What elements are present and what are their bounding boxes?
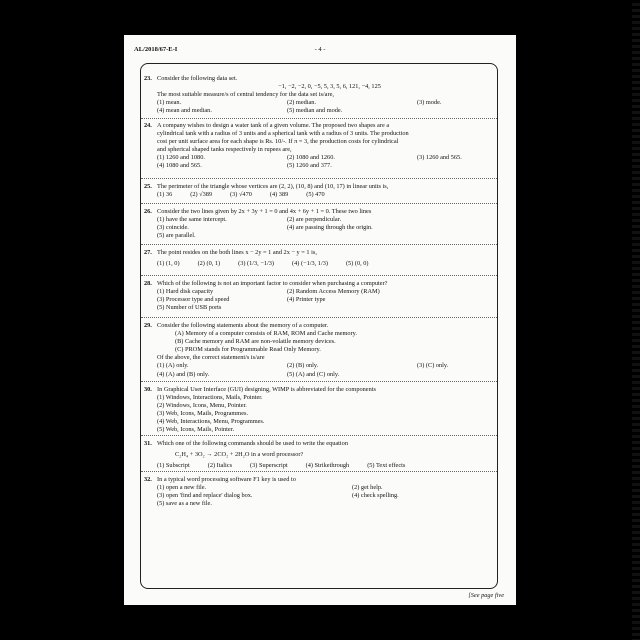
question-number: 26. [144,208,152,215]
option-4[interactable]: (4) Printer type [287,296,326,304]
option-1[interactable]: (1) 1260 and 1080. [157,154,205,162]
option-2[interactable]: (2) Random Access Memory (RAM) [287,288,380,296]
option-2[interactable]: (2) √389 [190,191,213,199]
option-5[interactable]: (5) Text effects [367,462,406,470]
option-1[interactable]: (1) open a new file. [157,484,207,492]
question-text: cost per unit surface area for each shape is Rs. 10/-. If π = 3, the production costs for cylindrical [157,138,399,146]
question-number: 29. [144,322,152,329]
question-text: A company wishes to design a water tank of a given volume. The proposed two shapes are a [157,122,390,129]
statement-c: (C) PROM stands for Programmable Read Only Memory. [175,346,321,354]
option-3[interactable]: (3) (1/3, −1/3) [238,260,275,268]
option-2[interactable]: (2) Italics [207,462,233,470]
question-stem: Which one of the following commands should be used to write the equation [157,440,348,447]
question-stem: Consider the two lines given by 2x + 3y + 1 = 0 and 4x + 6y + 1 = 0. These two lines [157,208,372,215]
exam-page [124,35,516,605]
option-1[interactable]: (1) Subscript [157,462,190,470]
option-2[interactable]: (2) get help. [352,484,383,492]
option-5[interactable]: (5) Number of USB ports [157,304,222,312]
separator [141,244,497,245]
option-2[interactable]: (2) (B) only. [287,362,319,370]
question-text: Of the above, the correct statement/s is/are [157,354,265,362]
equation: C₂H₄ + 3O₂ → 2CO₂ + 2H₂O in a word processor? [175,451,304,459]
option-1[interactable]: (1) 36 [157,191,173,199]
separator [141,471,497,472]
question-29 [144,322,502,379]
question-27 [144,249,502,271]
statement-a: (A) Memory of a computer consists of RAM, ROM and Cache memory. [175,330,357,338]
option-4[interactable]: (4) (−1/3, 1/3) [292,260,328,268]
option-5[interactable]: (5) are parallel. [157,232,196,240]
option-3[interactable]: (3) open 'find and replace' dialog box. [157,492,253,500]
paper-code: AL/2018/67-E-I [134,46,178,53]
option-5[interactable]: (5) median and mode. [287,107,343,115]
option-1[interactable]: (1) (A) only. [157,362,189,370]
question-stem: In a typical word processing software F1 key is used to [157,476,296,483]
question-number: 32. [144,476,152,483]
separator [141,435,497,436]
question-text: and spherical shaped tanks respectively in rupees are, [157,146,292,154]
separator [141,203,497,204]
option-3[interactable]: (3) coincide. [157,224,189,232]
question-number: 30. [144,386,152,393]
option-1[interactable]: (1) Hard disk capacity [157,288,214,296]
question-text: cylindrical tank with a radius of 3 units and a spherical tank with a radius of 3 units. The production [157,130,409,138]
option-2[interactable]: (2) (0, 1) [197,260,221,268]
question-text: The most suitable measure/s of central tendency for the data set is/are, [157,91,334,99]
page-number: - 4 - [314,46,326,53]
option-1[interactable]: (1) Windows, Interactions, Mails, Pointer. [157,394,263,402]
question-26 [144,208,502,240]
question-stem: Consider the following statements about the memory of a computer. [157,322,329,329]
question-stem: Which of the following is not an important factor to consider when purchasing a computer? [157,280,388,287]
separator [141,275,497,276]
option-1[interactable]: (1) (1, 0) [157,260,180,268]
option-3[interactable]: (3) √470 [230,191,252,199]
question-32 [144,476,502,508]
question-stem: The point resides on the both lines x − 2y = 1 and 2x − y = 1 is, [157,249,317,256]
option-5[interactable]: (5) (A) and (C) only. [287,370,340,378]
question-24 [144,122,502,171]
option-5[interactable]: (5) 1260 and 377. [287,162,332,170]
question-number: 23. [144,75,152,82]
option-2[interactable]: (2) are perpendicular. [287,216,342,224]
page-footer: [See page five [468,592,504,599]
question-23 [144,75,502,115]
option-2[interactable]: (2) Windows, Icons, Menu, Pointer. [157,402,247,410]
option-4[interactable]: (4) 389 [269,191,289,199]
statement-b: (B) Cache memory and RAM are non-volatile memory devices. [175,338,336,346]
question-28 [144,280,502,312]
option-3[interactable]: (3) Web, Icons, Mails, Programmes. [157,410,249,418]
page-header [134,46,506,58]
option-5[interactable]: (5) 470 [306,191,325,199]
option-3[interactable]: (3) Processor type and speed [157,296,230,304]
option-4[interactable]: (4) are passing through the origin. [287,224,373,232]
option-4[interactable]: (4) check spelling. [352,492,399,500]
option-4[interactable]: (4) Web, Interactions, Menu, Programmes. [157,418,265,426]
option-2[interactable]: (2) 1080 and 1260. [287,154,335,162]
question-number: 24. [144,122,152,129]
option-4[interactable]: (4) Strikethrough [305,462,350,470]
question-number: 28. [144,280,152,287]
option-5[interactable]: (5) (0, 0) [345,260,369,268]
data-set: −1, −2, −2, 0, −5, 5, 3, 5, 6, 121, −4, 125 [278,83,381,91]
question-number: 27. [144,249,152,256]
separator [141,317,497,318]
question-stem: Consider the following data set. [157,75,238,82]
question-stem: In Graphical User Interface (GUI) designing, WIMP is abbreviated for the components [157,386,376,393]
question-30 [144,386,502,435]
option-4[interactable]: (4) mean and median. [157,107,212,115]
separator [141,118,497,119]
option-3[interactable]: (3) 1260 and 565. [417,154,462,162]
option-3[interactable]: (3) Superscript [250,462,288,470]
option-2[interactable]: (2) median. [287,99,317,107]
option-3[interactable]: (3) (C) only. [417,362,449,370]
option-1[interactable]: (1) mean. [157,99,182,107]
question-number: 31. [144,440,152,447]
question-number: 25. [144,183,152,190]
option-4[interactable]: (4) 1080 and 565. [157,162,202,170]
question-25 [144,183,502,199]
question-stem: The perimeter of the triangle whose vertices are (2, 2), (10, 8) and (10, 17) in linear units is, [157,183,389,190]
separator [141,178,497,179]
option-5[interactable]: (5) Web, Icons, Mails, Pointer. [157,426,235,434]
option-1[interactable]: (1) have the same intercept. [157,216,227,224]
option-4[interactable]: (4) (A) and (B) only. [157,370,210,378]
separator [141,381,497,382]
question-31 [144,440,502,470]
option-3[interactable]: (3) mode. [417,99,442,107]
option-5[interactable]: (5) save as a new file. [157,500,212,508]
binding-edge [632,0,640,640]
